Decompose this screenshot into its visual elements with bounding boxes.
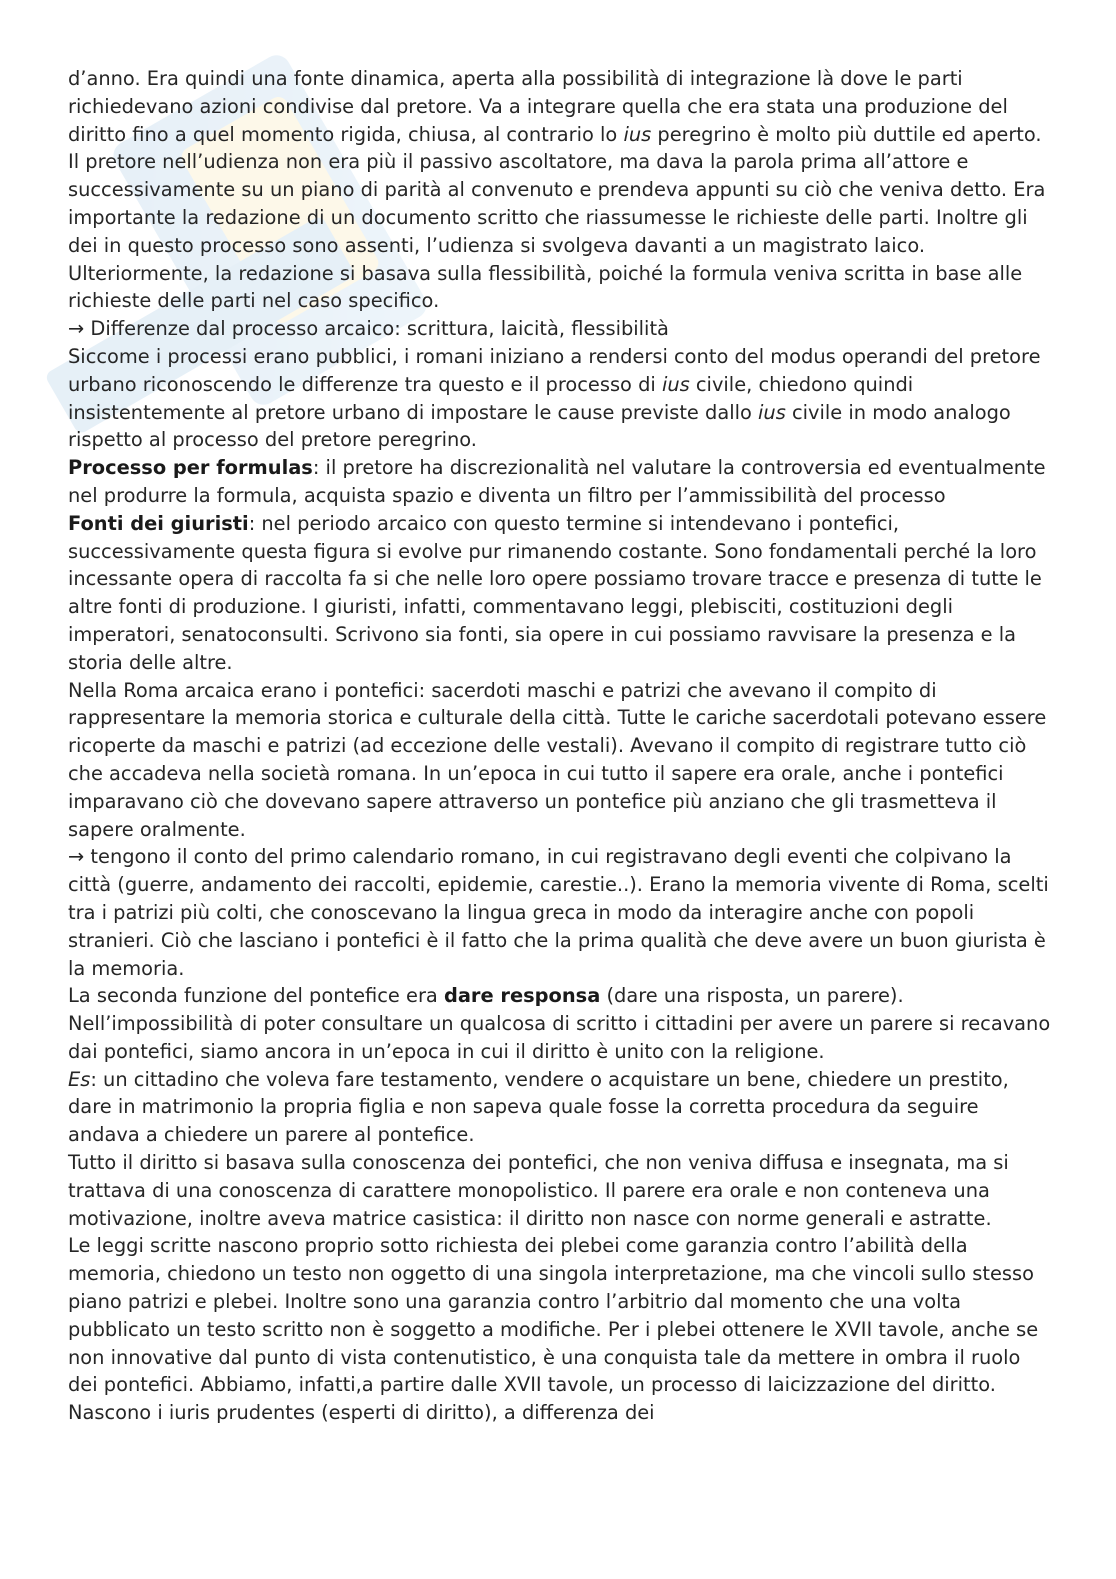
- paragraph-6: Fonti dei giuristi: nel periodo arcaico con questo termine si intendevano i pontefici, successivamente questa figura si evolve pur rimanendo costante. Sono fondamentali perché la loro incessante opera di raccolta fa si che nelle loro opere possiamo trovare tracce e presenza di tutte le altre fonti di produzione. I giuristi, infatti, commentavano leggi, plebisciti, costituzioni degli imperatori, senatoconsulti. Scrivono sia fonti, sia opere in cui possiamo ravvisare la presenza e la storia delle altre.: [68, 511, 1042, 674]
- paragraph-5: Processo per formulas: il pretore ha discrezionalità nel valutare la controversia ed eventualmente nel produrre la formula, acquista spazio e diventa un filtro per l’ammissibilità del processo: [68, 456, 1046, 507]
- paragraph-4: Siccome i processi erano pubblici, i romani iniziano a rendersi conto del modus operandi del pretore urbano riconoscendo le differenze tra questo e il processo di ius civile, chiedono quindi insistentemente al pretore urbano di impostare le cause previste dallo ius civile in modo analogo rispetto al processo del pretore peregrino.: [68, 344, 1041, 452]
- paragraph-12: Tutto il diritto si basava sulla conoscenza dei pontefici, che non veniva diffusa e insegnata, ma si trattava di una conoscenza di carattere monopolistico. Il parere era orale e non conteneva una motivazione, inoltre aveva matrice casistica: il diritto non nasce con norme generali e astratte.: [68, 1151, 1009, 1230]
- paragraph-2: Il pretore nell’udienza non era più il passivo ascoltatore, ma dava la parola prima all’attore e successivamente su un piano di parità al convenuto e prendeva appunti su ciò che veniva detto. Era importante la redazione di un documento scritto che riassumesse le richieste delle parti. Inoltre gli dei in questo processo sono assenti, l’udienza si svolgeva davanti a un magistrato laico. Ulteriormente, la redazione si basava sulla flessibilità, poiché la formula veniva scritta in base alle richieste delle parti nel caso specifico.: [68, 150, 1046, 313]
- paragraph-10: Nell’impossibilità di poter consultare un qualcosa di scritto i cittadini per avere un parere si recavano dai pontefici, siamo ancora in un’epoca in cui il diritto è unito con la religione.: [68, 1012, 1051, 1063]
- paragraph-3: → Differenze dal processo arcaico: scrittura, laicità, flessibilità: [68, 317, 669, 341]
- paragraph-1: d’anno. Era quindi una fonte dinamica, aperta alla possibilità di integrazione là dove le parti richiedevano azioni condivise dal pretore. Va a integrare quella che era stata una produzione del diritto fino a quel momento rigida, chiusa, al contrario lo ius peregrino è molto più duttile ed aperto.: [68, 67, 1042, 146]
- arrow-icon: →: [68, 845, 85, 869]
- arrow-icon: →: [68, 317, 85, 341]
- paragraph-11: Es: un cittadino che voleva fare testamento, vendere o acquistare un bene, chiedere un prestito, dare in matrimonio la propria figlia e non sapeva quale fosse la corretta procedura da seguire andava a chiedere un parere al pontefice.: [68, 1067, 1009, 1147]
- paragraph-8: → tengono il conto del primo calendario romano, in cui registravano degli eventi che colpivano la città (guerre, andamento dei raccolti, epidemie, carestie..). Erano la memoria vivente di Roma, scelti tra i patrizi più colti, che conoscevano la lingua greca in modo da interagire anche con popoli stranieri. Ciò che lasciano i pontefici è il fatto che la prima qualità che deve avere un buon giurista è la memoria.: [68, 845, 1049, 980]
- paragraph-9: La seconda funzione del pontefice era dare responsa (dare una risposta, un parere).: [68, 984, 904, 1008]
- paragraph-7: Nella Roma arcaica erano i pontefici: sacerdoti maschi e patrizi che avevano il compito di rappresentare la memoria storica e culturale della città. Tutte le cariche sacerdotali potevano essere ricoperte da maschi e patrizi (ad eccezione delle vestali). Avevano il compito di registrare tutto ciò che accadeva nella società romana. In un’epoca in cui tutto il sapere era orale, anche i pontefici imparavano ciò che dovevano sapere attraverso un pontefice più anziano che gli trasmetteva il sapere oralmente.: [68, 678, 1047, 841]
- document-body: [68, 65, 1053, 1427]
- paragraph-13: Le leggi scritte nascono proprio sotto richiesta dei plebei come garanzia contro l’abilità della memoria, chiedono un testo non oggetto di una singola interpretazione, ma che vincoli sullo stesso piano patrizi e plebei. Inoltre sono una garanzia contro l’arbitrio dal momento che una volta pubblicato un testo scritto non è soggetto a modifiche. Per i plebei ottenere le XVII tavole, anche se non innovative dal punto di vista contenutistico, è una conquista tale da mettere in ombra il ruolo dei pontefici. Abbiamo, infatti,a partire dalle XVII tavole, un processo di laicizzazione del diritto. Nascono i iuris prudentes (esperti di diritto), a differenza dei: [68, 1234, 1039, 1425]
